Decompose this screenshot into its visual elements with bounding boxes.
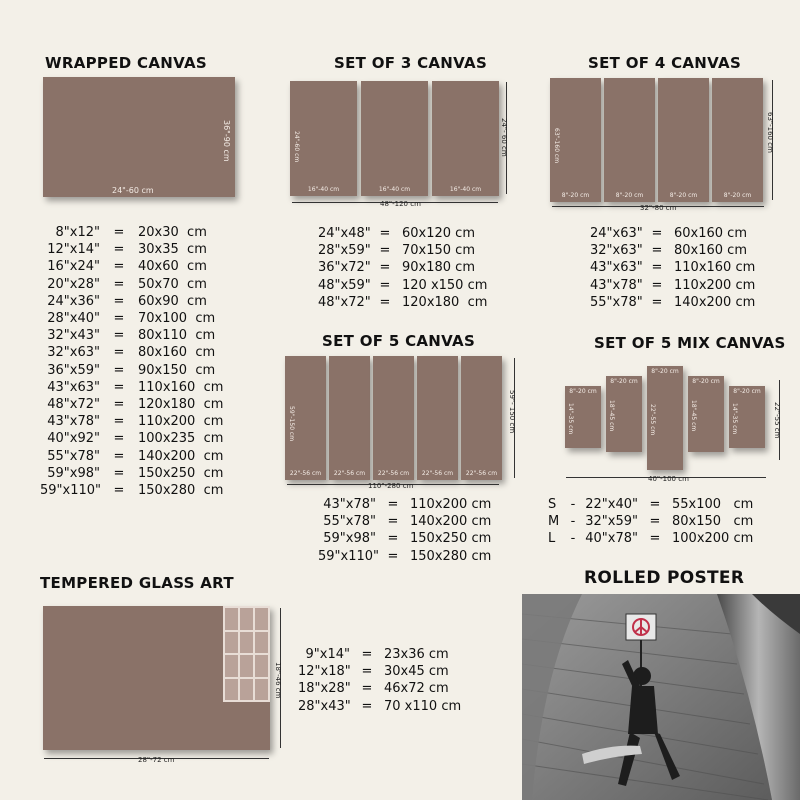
panel-width-label: 16"-40 cm	[449, 186, 482, 193]
size-inches: 12"x18"	[298, 664, 351, 680]
size-row	[40, 310, 223, 327]
equals-sign: =	[379, 294, 391, 310]
panel-width-label: 22"-56 cm	[377, 470, 410, 477]
equals-sign: =	[113, 276, 125, 292]
panel-width-label: 8"-20 cm	[733, 388, 761, 395]
size-inches: 20"x28"	[47, 276, 100, 292]
canvas-panel	[729, 386, 765, 448]
set5-size-list	[318, 496, 491, 565]
glass-reflection	[223, 606, 270, 702]
size-row	[318, 513, 491, 530]
size-code: M	[548, 514, 560, 530]
equals-sign: =	[113, 414, 125, 430]
size-inches: 55"x78"	[47, 448, 100, 464]
equals-sign: =	[113, 345, 125, 361]
set4-title: SET OF 4 CANVAS	[588, 54, 742, 72]
equals-sign: =	[379, 260, 391, 276]
set4-panels	[550, 78, 766, 202]
equals-sign: =	[113, 465, 125, 481]
canvas-panel	[329, 356, 370, 480]
size-centimeters: 90x180 cm	[402, 260, 475, 276]
panel-width-label: 16"-40 cm	[378, 186, 411, 193]
size-centimeters: 30x45 cm	[384, 664, 449, 680]
equals-sign: =	[113, 225, 125, 240]
panel-height-label: 63"-160 cm	[553, 128, 560, 164]
equals-sign: =	[649, 531, 661, 547]
size-row	[40, 396, 223, 413]
panel-width-label: 8"-20 cm	[692, 378, 720, 385]
panel-height-label: 18"-45 cm	[690, 400, 697, 432]
rolled-poster-illustration	[522, 594, 800, 800]
equals-sign: =	[379, 226, 391, 241]
set3-total-width: 48"-120 cm	[380, 200, 421, 208]
wrapped-height-label: 36"-90 cm	[222, 120, 231, 162]
equals-sign: =	[361, 681, 373, 697]
canvas-panel	[550, 78, 601, 202]
equals-sign: =	[387, 548, 399, 564]
size-centimeters: 23x36 cm	[384, 647, 449, 662]
size-row	[298, 663, 461, 680]
canvas-panel	[417, 356, 458, 480]
size-row	[40, 448, 223, 465]
size-row	[318, 496, 491, 513]
size-centimeters: 140x200 cm	[674, 294, 756, 310]
equals-sign: =	[113, 431, 125, 447]
panel-width-label: 8"-20 cm	[615, 192, 644, 199]
mix-size-list	[548, 496, 753, 548]
size-inches: 32"x63"	[590, 243, 643, 259]
equals-sign: =	[361, 647, 373, 662]
wrapped-canvas-title: WRAPPED CANVAS	[45, 54, 207, 72]
panel-width-label: 8"-20 cm	[561, 192, 590, 199]
set3-total-height: 24"- 60 cm	[500, 118, 508, 157]
size-inches: 59"x110"	[40, 483, 102, 499]
size-row	[40, 224, 223, 241]
equals-sign: =	[113, 242, 125, 258]
size-inches: 32"x43"	[47, 328, 100, 344]
size-centimeters: 120x180 cm	[138, 397, 224, 413]
size-row	[318, 277, 487, 294]
size-inches: 32"x59"	[585, 514, 638, 530]
size-row	[318, 530, 491, 547]
size-row	[298, 680, 461, 697]
glass-size-list	[298, 646, 461, 715]
size-centimeters: 110x160 cm	[674, 260, 756, 276]
panel-width-label: 16"-40 cm	[307, 186, 340, 193]
dash: -	[570, 531, 576, 547]
canvas-panel	[432, 81, 499, 196]
size-centimeters: 150x280 cm	[410, 548, 492, 564]
size-row	[40, 413, 223, 430]
wrapped-canvas-panel	[43, 77, 235, 197]
size-centimeters: 50x70 cm	[138, 276, 207, 292]
size-inches: 59"x110"	[318, 548, 380, 564]
wrapped-size-list	[40, 224, 223, 499]
size-inches: 9"x14"	[305, 647, 350, 662]
panel-width-label: 22"-56 cm	[421, 470, 454, 477]
dash: -	[570, 497, 576, 512]
poster-title: ROLLED POSTER	[584, 568, 745, 588]
glass-height-label: 18"-46 cm	[274, 662, 282, 699]
set3-size-list	[318, 225, 487, 311]
size-inches: 24"x48"	[318, 226, 371, 241]
size-row	[590, 242, 755, 259]
size-row	[318, 242, 487, 259]
panel-width-label: 8"-20 cm	[669, 192, 698, 199]
size-row	[40, 465, 223, 482]
size-row	[590, 294, 755, 311]
canvas-panel	[658, 78, 709, 202]
size-row	[40, 362, 223, 379]
size-centimeters: 150x250 cm	[138, 465, 224, 481]
size-inches: 43"x78"	[590, 277, 643, 293]
size-centimeters: 60x160 cm	[674, 226, 747, 241]
size-centimeters: 110x200 cm	[674, 277, 756, 293]
size-row	[40, 276, 223, 293]
size-inches: 40"x78"	[585, 531, 638, 547]
size-row	[318, 548, 491, 565]
glass-title: TEMPERED GLASS ART	[40, 574, 234, 592]
set5-title: SET OF 5 CANVAS	[322, 332, 476, 350]
size-inches: 48"x59"	[318, 277, 371, 293]
size-centimeters: 110x160 cm	[138, 379, 224, 395]
equals-sign: =	[651, 260, 663, 276]
size-inches: 40"x92"	[47, 431, 100, 447]
size-centimeters: 150x280 cm	[138, 483, 224, 499]
set5-panels	[285, 356, 501, 480]
size-centimeters: 30x35 cm	[138, 242, 207, 258]
size-row	[590, 225, 755, 242]
panel-width-label: 8"-20 cm	[651, 368, 679, 375]
size-centimeters: 110x200 cm	[138, 414, 224, 430]
panel-height-label: 24"-60 cm	[293, 131, 300, 163]
panel-height-label: 22"-55 cm	[649, 404, 656, 436]
size-centimeters: 80x160 cm	[674, 243, 747, 259]
size-centimeters: 140x200 cm	[138, 448, 224, 464]
equals-sign: =	[113, 328, 125, 344]
size-row	[318, 294, 487, 311]
size-row	[40, 379, 223, 396]
canvas-panel	[604, 78, 655, 202]
glass-panel	[43, 606, 270, 750]
equals-sign: =	[649, 514, 661, 530]
size-inches: 43"x63"	[47, 379, 100, 395]
panel-width-label: 8"-20 cm	[610, 378, 638, 385]
set4-total-height: 63"-160 cm	[766, 112, 774, 153]
size-inches: 12"x14"	[47, 242, 100, 258]
size-row	[318, 225, 487, 242]
size-row	[548, 513, 753, 530]
panel-height-label: 14"-35 cm	[567, 403, 574, 435]
canvas-panel	[565, 386, 601, 448]
size-centimeters: 100x200 cm	[672, 531, 754, 547]
rolled-poster-image	[522, 594, 800, 800]
equals-sign: =	[387, 497, 399, 512]
size-inches: 28"x59"	[318, 243, 371, 259]
size-row	[298, 698, 461, 715]
size-row	[40, 258, 223, 275]
size-inches: 36"x59"	[47, 362, 100, 378]
canvas-panel	[647, 366, 683, 470]
mix-total-width: 40"-100 cm	[648, 475, 689, 483]
size-row	[548, 496, 753, 513]
size-centimeters: 90x150 cm	[138, 362, 216, 378]
size-inches: 32"x63"	[47, 345, 100, 361]
set4-size-list	[590, 225, 755, 311]
set3-title: SET OF 3 CANVAS	[334, 54, 488, 72]
mix-panels	[565, 366, 775, 476]
panel-height-label: 14"-35 cm	[731, 403, 738, 435]
canvas-panel	[285, 356, 326, 480]
size-inches: 48"x72"	[318, 294, 371, 310]
equals-sign: =	[379, 243, 391, 259]
size-centimeters: 80x110 cm	[138, 328, 216, 344]
size-row	[40, 293, 223, 310]
glass-width-label: 28"-72 cm	[138, 756, 175, 764]
size-centimeters: 20x30 cm	[138, 225, 207, 240]
size-inches: 8"x12"	[55, 225, 100, 240]
size-centimeters: 110x200 cm	[410, 497, 492, 512]
mix-title: SET OF 5 MIX CANVAS	[594, 334, 786, 352]
panel-width-label: 22"-56 cm	[289, 470, 322, 477]
equals-sign: =	[649, 497, 661, 512]
size-centimeters: 70x100 cm	[138, 311, 216, 327]
panel-height-label: 18"-45 cm	[608, 400, 615, 432]
set5-total-width: 110"-280 cm	[368, 482, 414, 490]
equals-sign: =	[113, 483, 125, 499]
size-row	[40, 430, 223, 447]
equals-sign: =	[113, 379, 125, 395]
size-centimeters: 80x160 cm	[138, 345, 216, 361]
size-row	[40, 482, 223, 499]
canvas-panel	[712, 78, 763, 202]
size-inches: 43"x63"	[590, 260, 643, 276]
canvas-panel	[290, 81, 357, 196]
size-row	[318, 259, 487, 276]
size-row	[590, 277, 755, 294]
size-inches: 16"x24"	[47, 259, 100, 275]
panel-width-label: 8"-20 cm	[723, 192, 752, 199]
size-inches: 22"x40"	[585, 497, 638, 512]
size-inches: 18"x28"	[298, 681, 351, 697]
size-row	[40, 344, 223, 361]
size-row	[40, 327, 223, 344]
set4-total-width: 32"-80 cm	[640, 204, 677, 212]
mix-total-height: 22"-55 cm	[773, 402, 781, 439]
equals-sign: =	[361, 664, 373, 680]
equals-sign: =	[387, 531, 399, 547]
size-inches: 55"x78"	[323, 514, 376, 530]
canvas-panel	[688, 376, 724, 452]
size-inches: 28"x40"	[47, 311, 100, 327]
panel-width-label: 8"-20 cm	[569, 388, 597, 395]
canvas-panel	[361, 81, 428, 196]
equals-sign: =	[113, 311, 125, 327]
panel-width-label: 22"-56 cm	[465, 470, 498, 477]
equals-sign: =	[113, 448, 125, 464]
size-centimeters: 120 x150 cm	[402, 277, 488, 293]
size-centimeters: 60x120 cm	[402, 226, 475, 241]
dash: -	[570, 514, 576, 530]
wrapped-width-label: 24"-60 cm	[112, 186, 154, 195]
equals-sign: =	[361, 698, 373, 714]
size-centimeters: 120x180 cm	[402, 294, 488, 310]
equals-sign: =	[651, 277, 663, 293]
size-centimeters: 55x100 cm	[672, 497, 754, 512]
equals-sign: =	[113, 293, 125, 309]
size-code: L	[548, 531, 556, 547]
panel-height-label: 59"-150 cm	[288, 406, 295, 442]
size-row	[40, 241, 223, 258]
canvas-panel	[461, 356, 502, 480]
size-row	[548, 530, 753, 547]
equals-sign: =	[651, 294, 663, 310]
size-centimeters: 140x200 cm	[410, 514, 492, 530]
size-centimeters: 60x90 cm	[138, 293, 207, 309]
size-inches: 24"x63"	[590, 226, 643, 241]
size-inches: 48"x72"	[47, 397, 100, 413]
canvas-panel	[606, 376, 642, 452]
size-inches: 28"x43"	[298, 698, 351, 714]
equals-sign: =	[651, 243, 663, 259]
size-centimeters: 46x72 cm	[384, 681, 449, 697]
size-inches: 59"x98"	[47, 465, 100, 481]
size-row	[590, 259, 755, 276]
set5-total-height: 59"- 150 cm	[508, 390, 516, 434]
size-row	[298, 646, 461, 663]
equals-sign: =	[113, 362, 125, 378]
size-inches: 55"x78"	[590, 294, 643, 310]
size-centimeters: 150x250 cm	[410, 531, 492, 547]
size-inches: 24"x36"	[47, 293, 100, 309]
size-centimeters: 70x150 cm	[402, 243, 475, 259]
equals-sign: =	[113, 259, 125, 275]
equals-sign: =	[379, 277, 391, 293]
size-inches: 36"x72"	[318, 260, 371, 276]
size-code: S	[548, 497, 557, 512]
size-inches: 59"x98"	[323, 531, 376, 547]
set3-panels	[290, 81, 500, 196]
size-centimeters: 80x150 cm	[672, 514, 754, 530]
canvas-panel	[373, 356, 414, 480]
size-inches: 43"x78"	[323, 497, 376, 512]
size-centimeters: 40x60 cm	[138, 259, 207, 275]
size-centimeters: 70 x110 cm	[384, 698, 462, 714]
equals-sign: =	[387, 514, 399, 530]
equals-sign: =	[651, 226, 663, 241]
panel-width-label: 22"-56 cm	[333, 470, 366, 477]
equals-sign: =	[113, 397, 125, 413]
size-centimeters: 100x235 cm	[138, 431, 224, 447]
size-inches: 43"x78"	[47, 414, 100, 430]
